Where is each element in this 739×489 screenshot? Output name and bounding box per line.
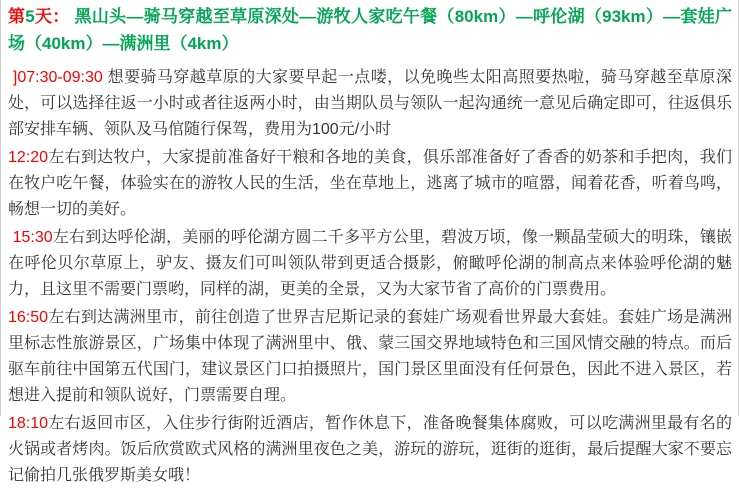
day-route: 黑山头—骑马穿越至草原深处—游牧人家吃午餐（80km）—呼伦湖（93km）—套娃广场（40km）—满洲里（4km） bbox=[8, 7, 733, 53]
itinerary-paragraph-lunch-herders bbox=[8, 145, 732, 223]
paragraph-text: 左右到达呼伦湖，美丽的呼伦湖方圆二千多平方公里，碧波万顷，像一颗晶莹硕大的明珠，镶嵌在呼伦贝尔草原上，驴友、摄友们可叫领队带到更适合摄影，俯瞰呼伦湖的制高点来体验呼伦湖的魅力，且这里不需要门票哟，同样的湖，更美的全景，又为大家节省了高价的门票费用。 bbox=[8, 229, 732, 298]
time-label: 15:30 bbox=[8, 229, 53, 246]
itinerary-paragraph-evening-return bbox=[8, 411, 732, 489]
paragraph-text: 想要骑马穿越草原的大家要早起一点喽，以免晚些太阳高照要热啦，骑马穿越至草原深处，可以选择往返一小时或者往返两小时，由当期队员与领队一起沟通统一意见后确定即可，往返俱乐部安排车辆、领队及马倌随行保驾，费用为100元/小时 bbox=[8, 69, 733, 138]
time-label: ]07:30-09:30 bbox=[8, 69, 103, 86]
day-heading bbox=[8, 3, 732, 57]
time-label: 18:10 bbox=[8, 415, 49, 432]
day-number: 5 bbox=[25, 7, 35, 26]
time-label: 12:20 bbox=[8, 149, 49, 166]
itinerary-paragraph-manzhouli-matryoshka bbox=[8, 305, 732, 409]
day-prefix: 第 bbox=[8, 7, 26, 26]
paragraph-text: 左右到达牧户，大家提前准备好干粮和各地的美食，俱乐部准备好了香香的奶茶和手把肉，我们在牧户吃午餐，体验实在的游牧人民的生活，坐在草地上，逃离了城市的喧嚣，闻着花香，听着鸟鸣，畅想一切的美好。 bbox=[8, 149, 732, 218]
paragraph-text: 左右到达满洲里市，前往创造了世界吉尼斯记录的套娃广场观看世界最大套娃。套娃广场是满洲里标志性旅游景区，广场集中体现了满洲里中、俄、蒙三国交界地域特色和三国风情交融的特点。而后驱车前往中国第五代国门，建议景区门口拍摄照片，国门景区里面没有任何景色，因此不进入景区，若想进入提前和领队说好，门票需要自理。 bbox=[8, 309, 732, 404]
itinerary-paragraph-morning-ride bbox=[8, 65, 732, 143]
paragraph-text: 左右返回市区，入住步行街附近酒店，暂作休息下，准备晚餐集体腐败，可以吃满洲里最有名的火锅或者烤肉。饭后欣赏欧式风格的满洲里夜色之美，游玩的游玩，逛街的逛街，最后提醒大家不要忘记偷拍几张俄罗斯美女哦！ bbox=[8, 415, 732, 484]
time-label: 16:50 bbox=[8, 309, 49, 326]
day-suffix: 天： bbox=[34, 7, 70, 26]
itinerary-paragraph-hulun-lake bbox=[8, 225, 732, 303]
